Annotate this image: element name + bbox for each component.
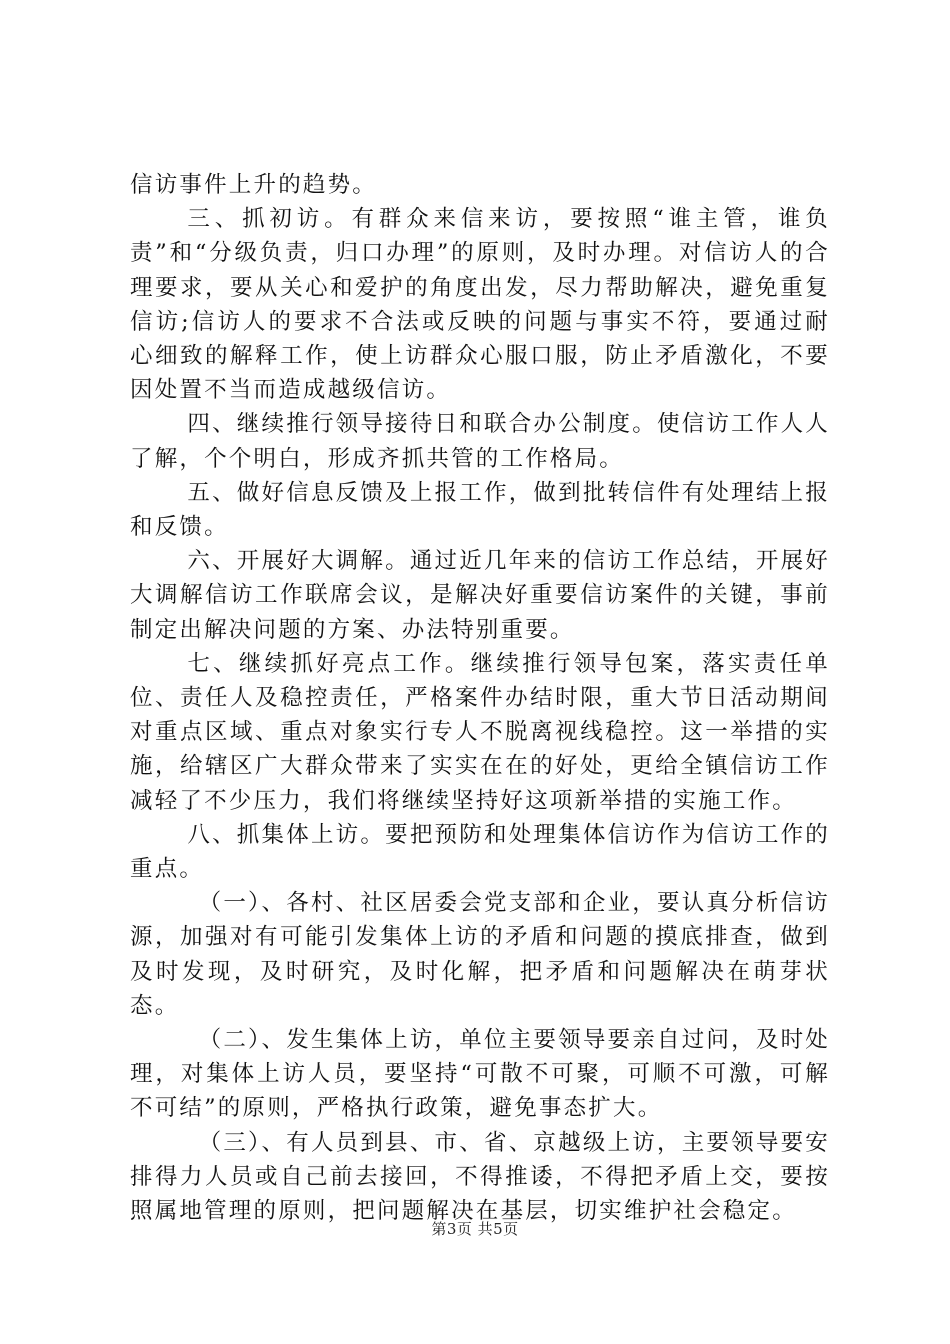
- paragraph-item-4: 四、继续推行领导接待日和联合办公制度。使信访工作人人了解，个个明白，形成齐抓共管的工作格局。: [130, 411, 830, 472]
- paragraph-item-6: 六、开展好大调解。通过近几年来的信访工作总结，开展好大调解信访工作联席会议，是解决好重要信访案件的关键，事前制定出解决问题的方案、办法特别重要。: [130, 548, 830, 643]
- paragraph-item-5: 五、做好信息反馈及上报工作，做到批转信件有处理结上报和反馈。: [130, 479, 830, 541]
- paragraph-item-3: 三、抓初访。有群众来信来访，要按照“谁主管，谁负责”和“分级负责，归口办理”的原则，及时办理。对信访人的合理要求，要从关心和爱护的角度出发，尽力帮助解决，避免重复信访;信访人的要求不合法或反映的问题与事实不符，要通过耐心细致的解释工作，使上访群众心服口服，防止矛盾激化，不要因处置不当而造成越级信访。: [130, 206, 830, 404]
- page-footer: [0, 1218, 950, 1239]
- paragraph-continuation: 信访事件上升的趋势。: [130, 172, 378, 198]
- page-number: 第3页 共5页: [431, 1220, 519, 1238]
- paragraph-subitem-3: （三）、有人员到县、市、省、京越级上访，主要领导要安排得力人员或自己前去接回，不得推诿，不得把矛盾上交，要按照属地管理的原则，把问题解决在基层，切实维护社会稳定。: [130, 1129, 830, 1225]
- paragraph-subitem-2: （二）、发生集体上访，单位主要领导要亲自过问，及时处理，对集体上访人员，要坚持“可散不可聚，可顺不可激，可解不可结”的原则，严格执行政策，避免事态扩大。: [130, 1027, 830, 1122]
- paragraph-subitem-1: （一）、各村、社区居委会党支部和企业，要认真分析信访源，加强对有可能引发集体上访的矛盾和问题的摸底排查，做到及时发现，及时研究，及时化解，把矛盾和问题解决在萌芽状态。: [130, 890, 830, 1019]
- paragraph-item-8: 八、抓集体上访。要把预防和处理集体信访作为信访工作的重点。: [130, 821, 830, 883]
- document-body: [130, 168, 830, 1228]
- paragraph-item-7: 七、继续抓好亮点工作。继续推行领导包案，落实责任单位、责任人及稳控责任，严格案件办结时限，重大节日活动期间对重点区域、重点对象实行专人不脱离视线稳控。这一举措的实施，给辖区广大群众带来了实实在在的好处，更给全镇信访工作减轻了不少压力，我们将继续坚持好这项新举措的实施工作。: [130, 650, 830, 814]
